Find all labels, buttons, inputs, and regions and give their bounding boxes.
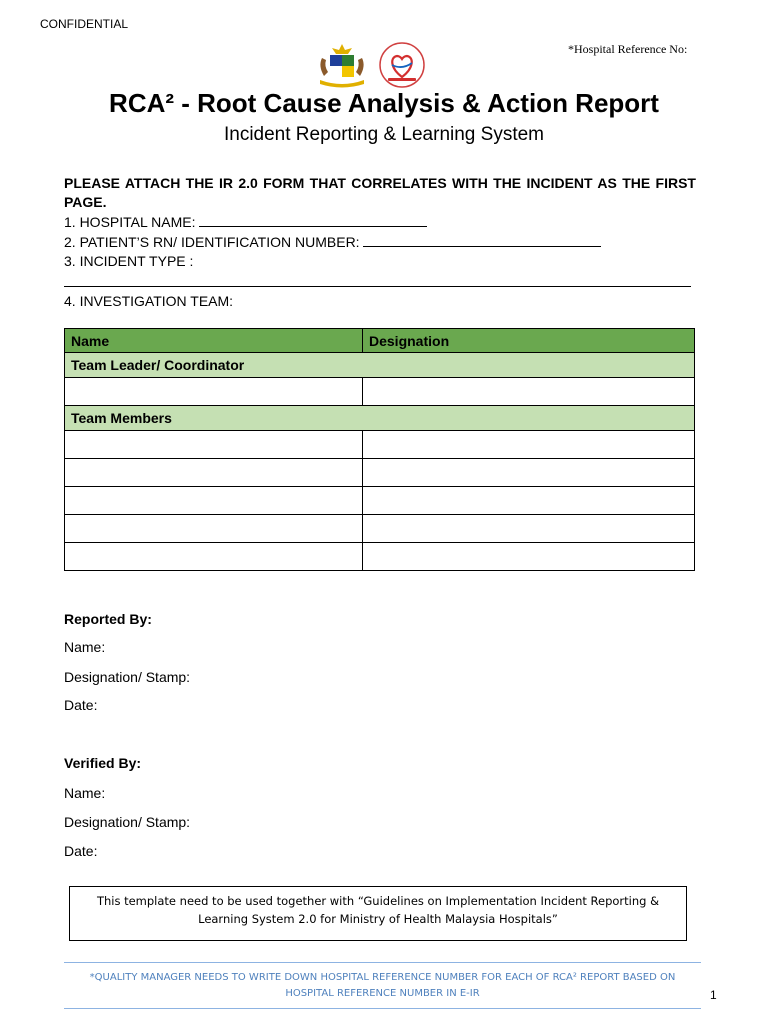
investigation-team-table	[64, 328, 695, 571]
member-name-cell[interactable]	[65, 487, 363, 515]
reported-by-name-label: Name:	[64, 639, 106, 655]
report-title: RCA² - Root Cause Analysis & Action Report	[109, 88, 659, 118]
report-subtitle: Incident Reporting & Learning System	[223, 124, 544, 145]
verified-by-designation-label: Designation/ Stamp:	[64, 814, 191, 830]
team-members-section-row	[65, 406, 695, 431]
table-row	[65, 543, 695, 571]
reported-by-heading: Reported By:	[64, 611, 152, 627]
template-guideline-note	[69, 886, 687, 941]
incident-type-blank[interactable]	[64, 286, 691, 287]
member-name-cell[interactable]	[65, 459, 363, 487]
verified-by-date-label: Date:	[64, 843, 98, 859]
footer-line-1: *QUALITY MANAGER NEEDS TO WRITE DOWN HOSPITAL REFERENCE NUMBER FOR EACH OF RCA² REPORT BASED ON	[89, 972, 676, 983]
footer-top-divider	[64, 962, 701, 963]
member-designation-cell[interactable]	[363, 515, 695, 543]
member-name-cell[interactable]	[65, 543, 363, 571]
hospital-name-field	[64, 213, 427, 232]
table-row	[65, 487, 695, 515]
page-number: 1	[710, 988, 717, 1002]
heart-logo-icon	[378, 41, 426, 89]
patient-rn-label: 2. PATIENT’S RN/ IDENTIFICATION NUMBER:	[64, 234, 360, 250]
member-designation-cell[interactable]	[363, 459, 695, 487]
table-row	[65, 459, 695, 487]
attachment-instruction: PLEASE ATTACH THE IR 2.0 FORM THAT CORRELATES WITH THE INCIDENT AS THE FIRST PAGE.	[64, 175, 696, 210]
note-line-1: This template need to be used together with “Guidelines on Implementation Incident Reporting &	[96, 894, 660, 908]
hospital-name-blank[interactable]	[199, 213, 427, 227]
name-column-header: Name	[65, 329, 363, 353]
designation-column-header: Designation	[363, 329, 695, 353]
note-line-2: Learning System 2.0 for Ministry of Health Malaysia Hospitals”	[198, 912, 558, 926]
member-designation-cell[interactable]	[363, 487, 695, 515]
incident-type-label: 3. INCIDENT TYPE :	[64, 253, 194, 269]
member-designation-cell[interactable]	[363, 543, 695, 571]
table-header-row	[65, 329, 695, 353]
quality-manager-note	[64, 970, 701, 1002]
member-name-cell[interactable]	[65, 431, 363, 459]
confidential-label: CONFIDENTIAL	[40, 17, 129, 31]
verified-by-name-label: Name:	[64, 785, 106, 801]
team-leader-label: Team Leader/ Coordinator	[65, 353, 695, 378]
table-row	[65, 431, 695, 459]
investigation-team-label: 4. INVESTIGATION TEAM:	[64, 293, 234, 309]
coat-of-arms-icon	[314, 42, 370, 88]
table-row	[65, 378, 695, 406]
member-designation-cell[interactable]	[363, 431, 695, 459]
patient-rn-field	[64, 233, 601, 252]
footer-line-2: HOSPITAL REFERENCE NUMBER IN E-IR	[285, 988, 480, 999]
member-name-cell[interactable]	[65, 515, 363, 543]
team-leader-designation-cell[interactable]	[363, 378, 695, 406]
team-members-label: Team Members	[65, 406, 695, 431]
reported-by-designation-label: Designation/ Stamp:	[64, 669, 191, 685]
footer-bottom-divider	[64, 1008, 701, 1009]
hospital-name-label: 1. HOSPITAL NAME:	[64, 214, 196, 230]
table-row	[65, 515, 695, 543]
hospital-reference-label: *Hospital Reference No:	[568, 42, 688, 56]
reported-by-date-label: Date:	[64, 697, 98, 713]
verified-by-heading: Verified By:	[64, 755, 142, 771]
team-leader-section-row	[65, 353, 695, 378]
team-leader-name-cell[interactable]	[65, 378, 363, 406]
patient-rn-blank[interactable]	[363, 233, 601, 247]
